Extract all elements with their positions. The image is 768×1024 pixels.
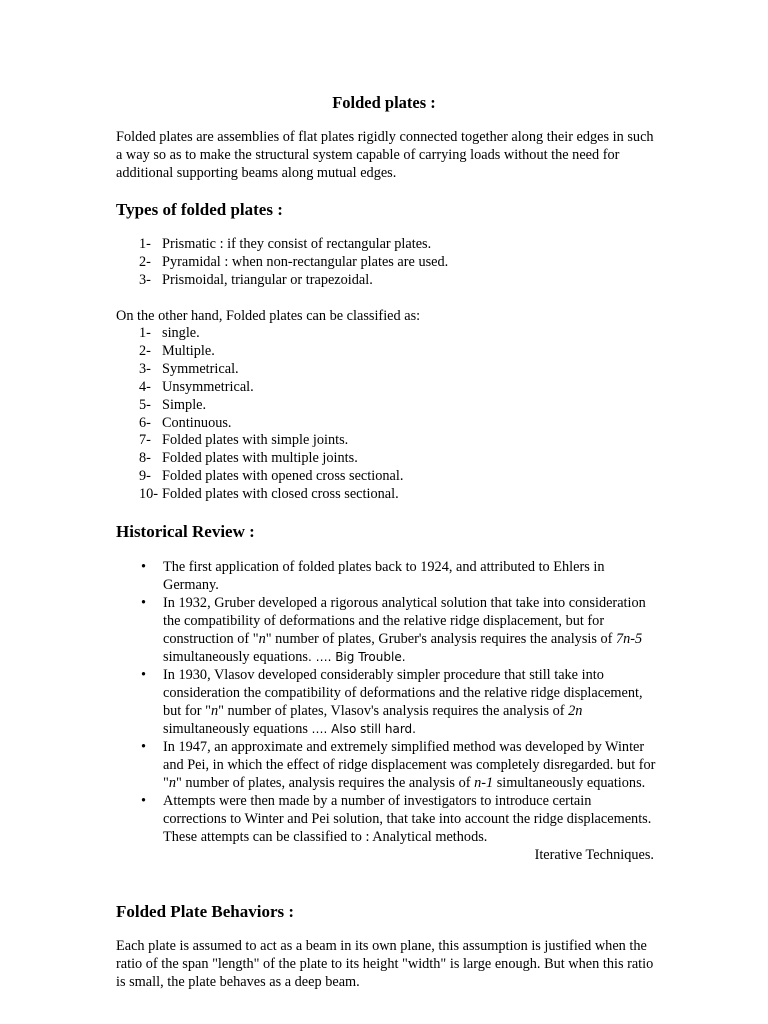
page-title: Folded plates : xyxy=(332,93,436,112)
list-number: 1- xyxy=(139,236,151,252)
list-item xyxy=(116,379,676,397)
behaviors-paragraph: Each plate is assumed to act as a beam in its own plane, this assumption is justified when the ratio of the span "length" of the plate to its height "width" is large enough. But when this ratio is small, the plate behaves as a deep beam. xyxy=(116,938,654,990)
list-item-text: Attempts were then made by a number of investigators to introduce certain corrections to Winter and Pei solution, that take into account the ridge displacements. These attempts can be classified to : Analytical methods. Iterative Techniques. xyxy=(163,793,654,863)
list-item-text: Prismoidal, triangular or trapezoidal. xyxy=(162,271,373,288)
list-number: 1- xyxy=(139,325,151,341)
list-item-text: Prismatic : if they consist of rectangular plates. xyxy=(162,236,432,252)
list-number: 5- xyxy=(139,396,151,413)
list-item xyxy=(116,236,676,254)
list-item-text: Symmetrical. xyxy=(162,360,239,377)
list-item-text: Multiple. xyxy=(162,342,215,359)
bullet-icon: • xyxy=(141,739,147,755)
history-heading: Historical Review : xyxy=(116,522,255,541)
history-list xyxy=(116,558,656,864)
list-item-text: The first application of folded plates back to 1924, and attributed to Ehlers in Germany. xyxy=(163,559,605,593)
annotation-note: …. Also still hard. xyxy=(311,722,416,736)
list-item xyxy=(116,558,656,594)
list-item xyxy=(116,415,676,433)
list-number: 3- xyxy=(139,360,151,377)
list-item-text: Folded plates with multiple joints. xyxy=(162,450,358,467)
intro-paragraph: Folded plates are assemblies of flat plates rigidly connected together along their edges in such a way so as to make the structural system capable of carrying loads without the need for additional supporting beams along mutual edges. xyxy=(116,129,654,181)
bullet-icon: • xyxy=(141,667,147,683)
list-item xyxy=(116,272,676,290)
list-item xyxy=(116,792,656,864)
list-item-text: Folded plates with opened cross sectional. xyxy=(162,468,404,485)
list-number: 2- xyxy=(139,253,151,270)
classification-intro: On the other hand, Folded plates can be classified as: xyxy=(116,308,421,324)
list-item xyxy=(116,738,656,792)
list-item-text: Folded plates with simple joints. xyxy=(162,432,349,449)
behaviors-heading: Folded Plate Behaviors : xyxy=(116,902,295,921)
list-item xyxy=(116,432,676,450)
list-number: 10- xyxy=(139,486,159,503)
list-item xyxy=(116,486,676,504)
list-item-text: single. xyxy=(162,325,200,341)
list-number: 4- xyxy=(139,378,151,395)
list-item xyxy=(116,361,676,379)
list-item xyxy=(116,666,656,738)
types-heading: Types of folded plates : xyxy=(116,200,283,219)
bullet-icon: • xyxy=(141,793,147,809)
list-item-text: In 1947, an approximate and extremely simplified method was developed by Winter and Pei, in which the effect of ridge displacement was completely disregarded. but for "n" number of plates, analysis requires the analysis of n-1 simultaneously equations. xyxy=(163,739,656,791)
list-item-text: In 1932, Gruber developed a rigorous analytical solution that take into consideration the compatibility of deformations and the relative ridge displacement, but for construction of "n" number of plates, Gruber's analysis requires the analysis of 7n-5 simultaneously equations. …. Big Trouble. xyxy=(163,595,646,665)
list-item xyxy=(116,468,676,486)
list-item-text: Simple. xyxy=(162,396,207,413)
list-item xyxy=(116,594,656,666)
list-item-text: Folded plates with closed cross sectional. xyxy=(162,486,399,503)
list-number: 6- xyxy=(139,414,151,431)
list-number: 7- xyxy=(139,432,151,449)
list-number: 3- xyxy=(139,271,151,288)
annotation-note: . …. Big Trouble. xyxy=(307,650,406,664)
classification-list xyxy=(116,325,676,504)
list-item-text: Continuous. xyxy=(162,414,232,431)
list-number: 8- xyxy=(139,450,151,467)
list-item-text: In 1930, Vlasov developed considerably simpler procedure that still take into consideration the compatibility of deformations and the relative ridge displacement, but for "n" number of plates, Vlasov's analysis requires the analysis of 2n simultaneously equations …. Also still hard. xyxy=(163,667,643,737)
list-item xyxy=(116,254,676,272)
list-item-text: Pyramidal : when non-rectangular plates are used. xyxy=(162,253,449,270)
types-list xyxy=(116,236,676,290)
list-item xyxy=(116,397,676,415)
bullet-icon: • xyxy=(141,559,147,575)
bullet-icon: • xyxy=(141,595,147,611)
list-item xyxy=(116,343,676,361)
iterative-techniques: Iterative Techniques. xyxy=(534,847,654,863)
list-item xyxy=(116,450,676,468)
list-item xyxy=(116,325,676,343)
list-item-text: Unsymmetrical. xyxy=(162,378,254,395)
list-number: 2- xyxy=(139,342,151,359)
list-number: 9- xyxy=(139,468,151,485)
